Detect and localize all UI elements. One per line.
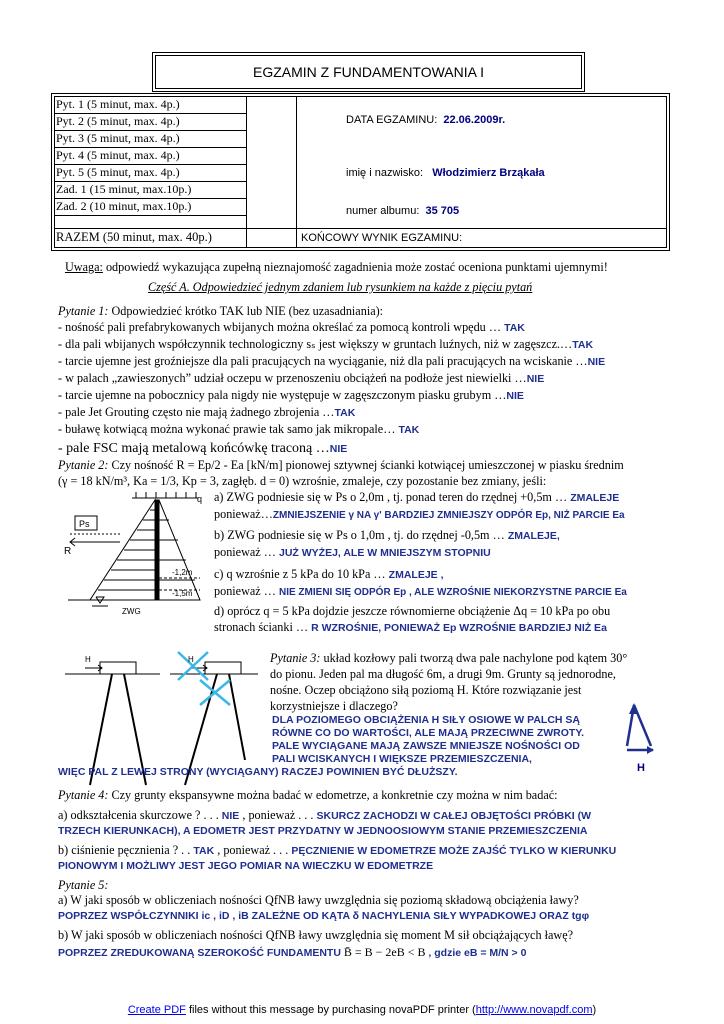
wall <box>155 500 159 600</box>
table-divider <box>246 96 247 248</box>
final-result-label: KOŃCOWY WYNIK EGZAMINU: <box>301 232 463 244</box>
table-row-divider <box>54 215 246 216</box>
q2-a-answer: ponieważ…ZMNIEJSZENIE γ NA γ' BARDZIEJ ZMNIEJSZY ODPÓR Ep, NIŻ PARCIE Ea <box>214 507 625 521</box>
page-title: EGZAMIN Z FUNDAMENTOWANIA I <box>252 64 484 80</box>
table-divider <box>54 228 667 229</box>
level-1-label: -1,2m <box>172 568 193 577</box>
question-5-label: Pytanie 5: <box>58 878 109 892</box>
table-row: Zad. 1 (15 minut, max.10p.) <box>56 182 192 196</box>
question-1-item: - pale FSC mają metalową końcówkę traconą …NIE <box>58 441 348 456</box>
load-arrows <box>136 492 196 498</box>
q2-a: a) ZWG podniesie się w Ps o 2,0m , tj. ponad teren do rzędnej +0,5m … ZMALEJE <box>214 490 620 504</box>
album-number: numer albumu: 35 705 <box>346 205 460 217</box>
question-1-item: - pale Jet Grouting często nie mają żadnego zbrojenia …TAK <box>58 405 356 419</box>
h-label-right: H <box>188 655 194 664</box>
q3-answer: DLA POZIOMEGO OBCIĄŻENIA H SIŁY OSIOWE W PALCH SĄ RÓWNE CO DO WARTOŚCI, ALE MAJĄ PRZECIWNE ZWROTY. PALE WYCIĄGANE MAJĄ ZAWSZE MNIEJSZE NOŚNOŚCI OD PALI WCISKANYCH I WIĘKSZE PRZEMIESZCZENIA, <box>272 714 585 765</box>
q3-answer-tail: WIĘC PAL Z LEWEJ STRONY (WYCIĄGANY) RACZEJ POWINIEN BYĆ DŁUŻSZY. <box>58 766 458 778</box>
novapdf-link[interactable]: http://www.novapdf.com <box>475 1004 593 1016</box>
q2-b: b) ZWG podniesie się w Ps o 1,0m , tj. do rzędnej -0,5m … ZMALEJE, <box>214 528 560 542</box>
question-2-intro-2: (γ = 18 kN/m³, Ka = 1/3, Kp = 3, zagłęb. d = 0) wzrośnie, zmaleje, czy pozostanie bez zmiany, jeśli: <box>58 474 547 488</box>
left-cap <box>100 662 136 674</box>
question-1-item: - w palach „zawieszonych” udział oczepu w przenoszeniu obciążeń na podłoże jest niewielki …NIE <box>58 371 545 385</box>
q5-b-answer: POPRZEZ ZREDUKOWANĄ SZEROKOŚĆ FUNDAMENTU B̄ = B − 2eB < B , gdzie eB = M/N > 0 <box>58 945 527 959</box>
table-row: Pyt. 3 (5 minut, max. 4p.) <box>56 131 180 145</box>
question-1-item: - dla pali wbijanych współczynnik technologiczny sₛ jest większy w gruntach luźnych, niż w zagęszcz.…TAK <box>58 337 594 351</box>
q2-d-answer: stronach ścianki … R WZROŚNIE, PONIEWAŻ Ep WZROŚNIE BARDZIEJ NIŻ Ea <box>214 620 607 634</box>
q3-line-1: Pytanie 3: układ kozłowy pali tworzą dwa pale nachylone pod kątem 30° <box>270 651 628 665</box>
table-row: Pyt. 5 (5 minut, max. 4p.) <box>56 165 180 179</box>
q4-b-answer: PIONOWYM I MOŻLIWY JEST JEGO POMIAR NA WIECZKU W EDOMETRZE <box>58 860 434 872</box>
question-1-item: - nośność pali prefabrykowanych wbijanych można określać za pomocą kontroli wpędu … TAK <box>58 320 525 334</box>
level-2-label: -1,5m <box>172 589 193 598</box>
q3-line-2: do pionu. Jeden pal ma długość 6m, a drugi 9m. Grunty są jednorodne, <box>270 667 616 681</box>
q4-a-answer: TRZECH KIERUNKACH), A EDOMETR JEST PRZYDATNY W JEDNOOSIOWYM STANIE PRZEMIESZCZENIA <box>58 825 588 837</box>
q2-b-answer: ponieważ … JUŻ WYŻEJ, ALE W MNIEJSZYM STOPNIU <box>214 545 491 559</box>
wall-figure <box>60 490 210 620</box>
force-h-label: H <box>637 762 645 774</box>
right-cap <box>205 662 241 674</box>
table-row: Zad. 2 (10 minut, max.10p.) <box>56 199 192 213</box>
razem-row: RAZEM (50 minut, max. 40p.) <box>56 230 212 244</box>
question-2-intro: Pytanie 2: Czy nośność R = Ep/2 - Ea [kN/m] pionowej sztywnej ścianki kotwiącej umieszczonej w piasku średnim <box>58 458 624 472</box>
table-row: Pyt. 4 (5 minut, max. 4p.) <box>56 148 180 162</box>
student-name: imię i nazwisko: Włodzimierz Brząkała <box>346 167 545 179</box>
q-label: q <box>197 494 203 504</box>
q4-a: a) odkształcenia skurczowe ? . . . NIE , ponieważ . . . SKURCZ ZACHODZI W CAŁEJ OBJĘTOŚCI PRÓBKI (W <box>58 808 592 822</box>
right-pile-b <box>229 674 245 760</box>
q4-b: b) ciśnienie pęcznienia ? . . TAK , ponieważ . . . PĘCZNIENIE W EDOMETRZE MOŻE ZAJŚĆ TYLKO W KIERUNKU <box>58 843 617 857</box>
active-triangle <box>159 500 200 600</box>
question-1-item: - buławę kotwiącą można wykonać prawie tak samo jak mikropale… TAK <box>58 422 420 436</box>
zwg-label: ZWG <box>122 607 141 616</box>
table-divider <box>296 96 297 248</box>
q5-a: a) W jaki sposób w obliczeniach nośności QfNB ławy uwzględnia się poziomą składową obciążenia ławy? <box>58 893 579 907</box>
table-row: Pyt. 2 (5 minut, max. 4p.) <box>56 114 180 128</box>
q5-a-answer: POPRZEZ WSPÓŁCZYNNIKI ic , iD , iB ZALEŻNE OD KĄTA δ NACHYLENIA SIŁY WYPADKOWEJ ORAZ tgφ <box>58 910 590 922</box>
exam-date: DATA EGZAMINU: 22.06.2009r. <box>346 114 506 126</box>
footer: Create PDF files without this message by purchasing novaPDF printer (http://www.novapdf.com) <box>127 1004 597 1016</box>
table-row: Pyt. 1 (5 minut, max. 4p.) <box>56 97 180 111</box>
r-label: R <box>64 546 72 557</box>
part-a-heading: Część A. Odpowiedzieć jednym zdaniem lub rysunkiem na każde z pięciu pytań <box>148 280 533 294</box>
question-1-item: - tarcie ujemne na pobocznicy pala nigdy nie występuje w zagęszczonym piasku grubym …NIE <box>58 388 524 402</box>
force-triangle <box>617 702 662 764</box>
q5-b: b) W jaki sposób w obliczeniach nośności QfNB ławy uwzględnia się moment M sił obciążających ławę? <box>58 928 574 942</box>
ps-label: Ps <box>79 519 90 529</box>
create-pdf-link[interactable]: Create PDF <box>127 1004 186 1016</box>
note: Uwaga: odpowiedź wykazująca zupełną nieznajomość zagadnienia może zostać oceniona punktami ujemnymi! <box>65 260 608 274</box>
q2-c-answer: ponieważ … NIE ZMIENI SIĘ ODPÓR Ep , ALE WZROŚNIE NIEKORZYSTNE PARCIE Ea <box>214 584 627 598</box>
question-1-intro: Pytanie 1: Odpowiedzieć krótko TAK lub NIE (bez uzasadniania): <box>58 304 384 318</box>
q3-line-3: nośne. Oczep obciążono siłą poziomą H. Które rozwiązanie jest <box>270 683 582 697</box>
question-4-intro: Pytanie 4: Czy grunty ekspansywne można badać w edometrze, a konkretnie czy można w nim badać: <box>58 788 558 802</box>
q2-d: d) oprócz q = 5 kPa dojdzie jeszcze równomierne obciążenie Δq = 10 kPa po obu <box>214 604 611 618</box>
q3-line-4: korzystniejsze i dlaczego? <box>270 699 398 713</box>
question-1-item: - tarcie ujemne jest groźniejsze dla pali pracujących na wyciąganie, niż dla pali pracujących na wciskanie …NIE <box>58 354 606 368</box>
cross-icon <box>178 652 230 705</box>
q2-c: c) q wzrośnie z 5 kPa do 10 kPa … ZMALEJE , <box>214 567 444 581</box>
h-label-left: H <box>85 655 91 664</box>
